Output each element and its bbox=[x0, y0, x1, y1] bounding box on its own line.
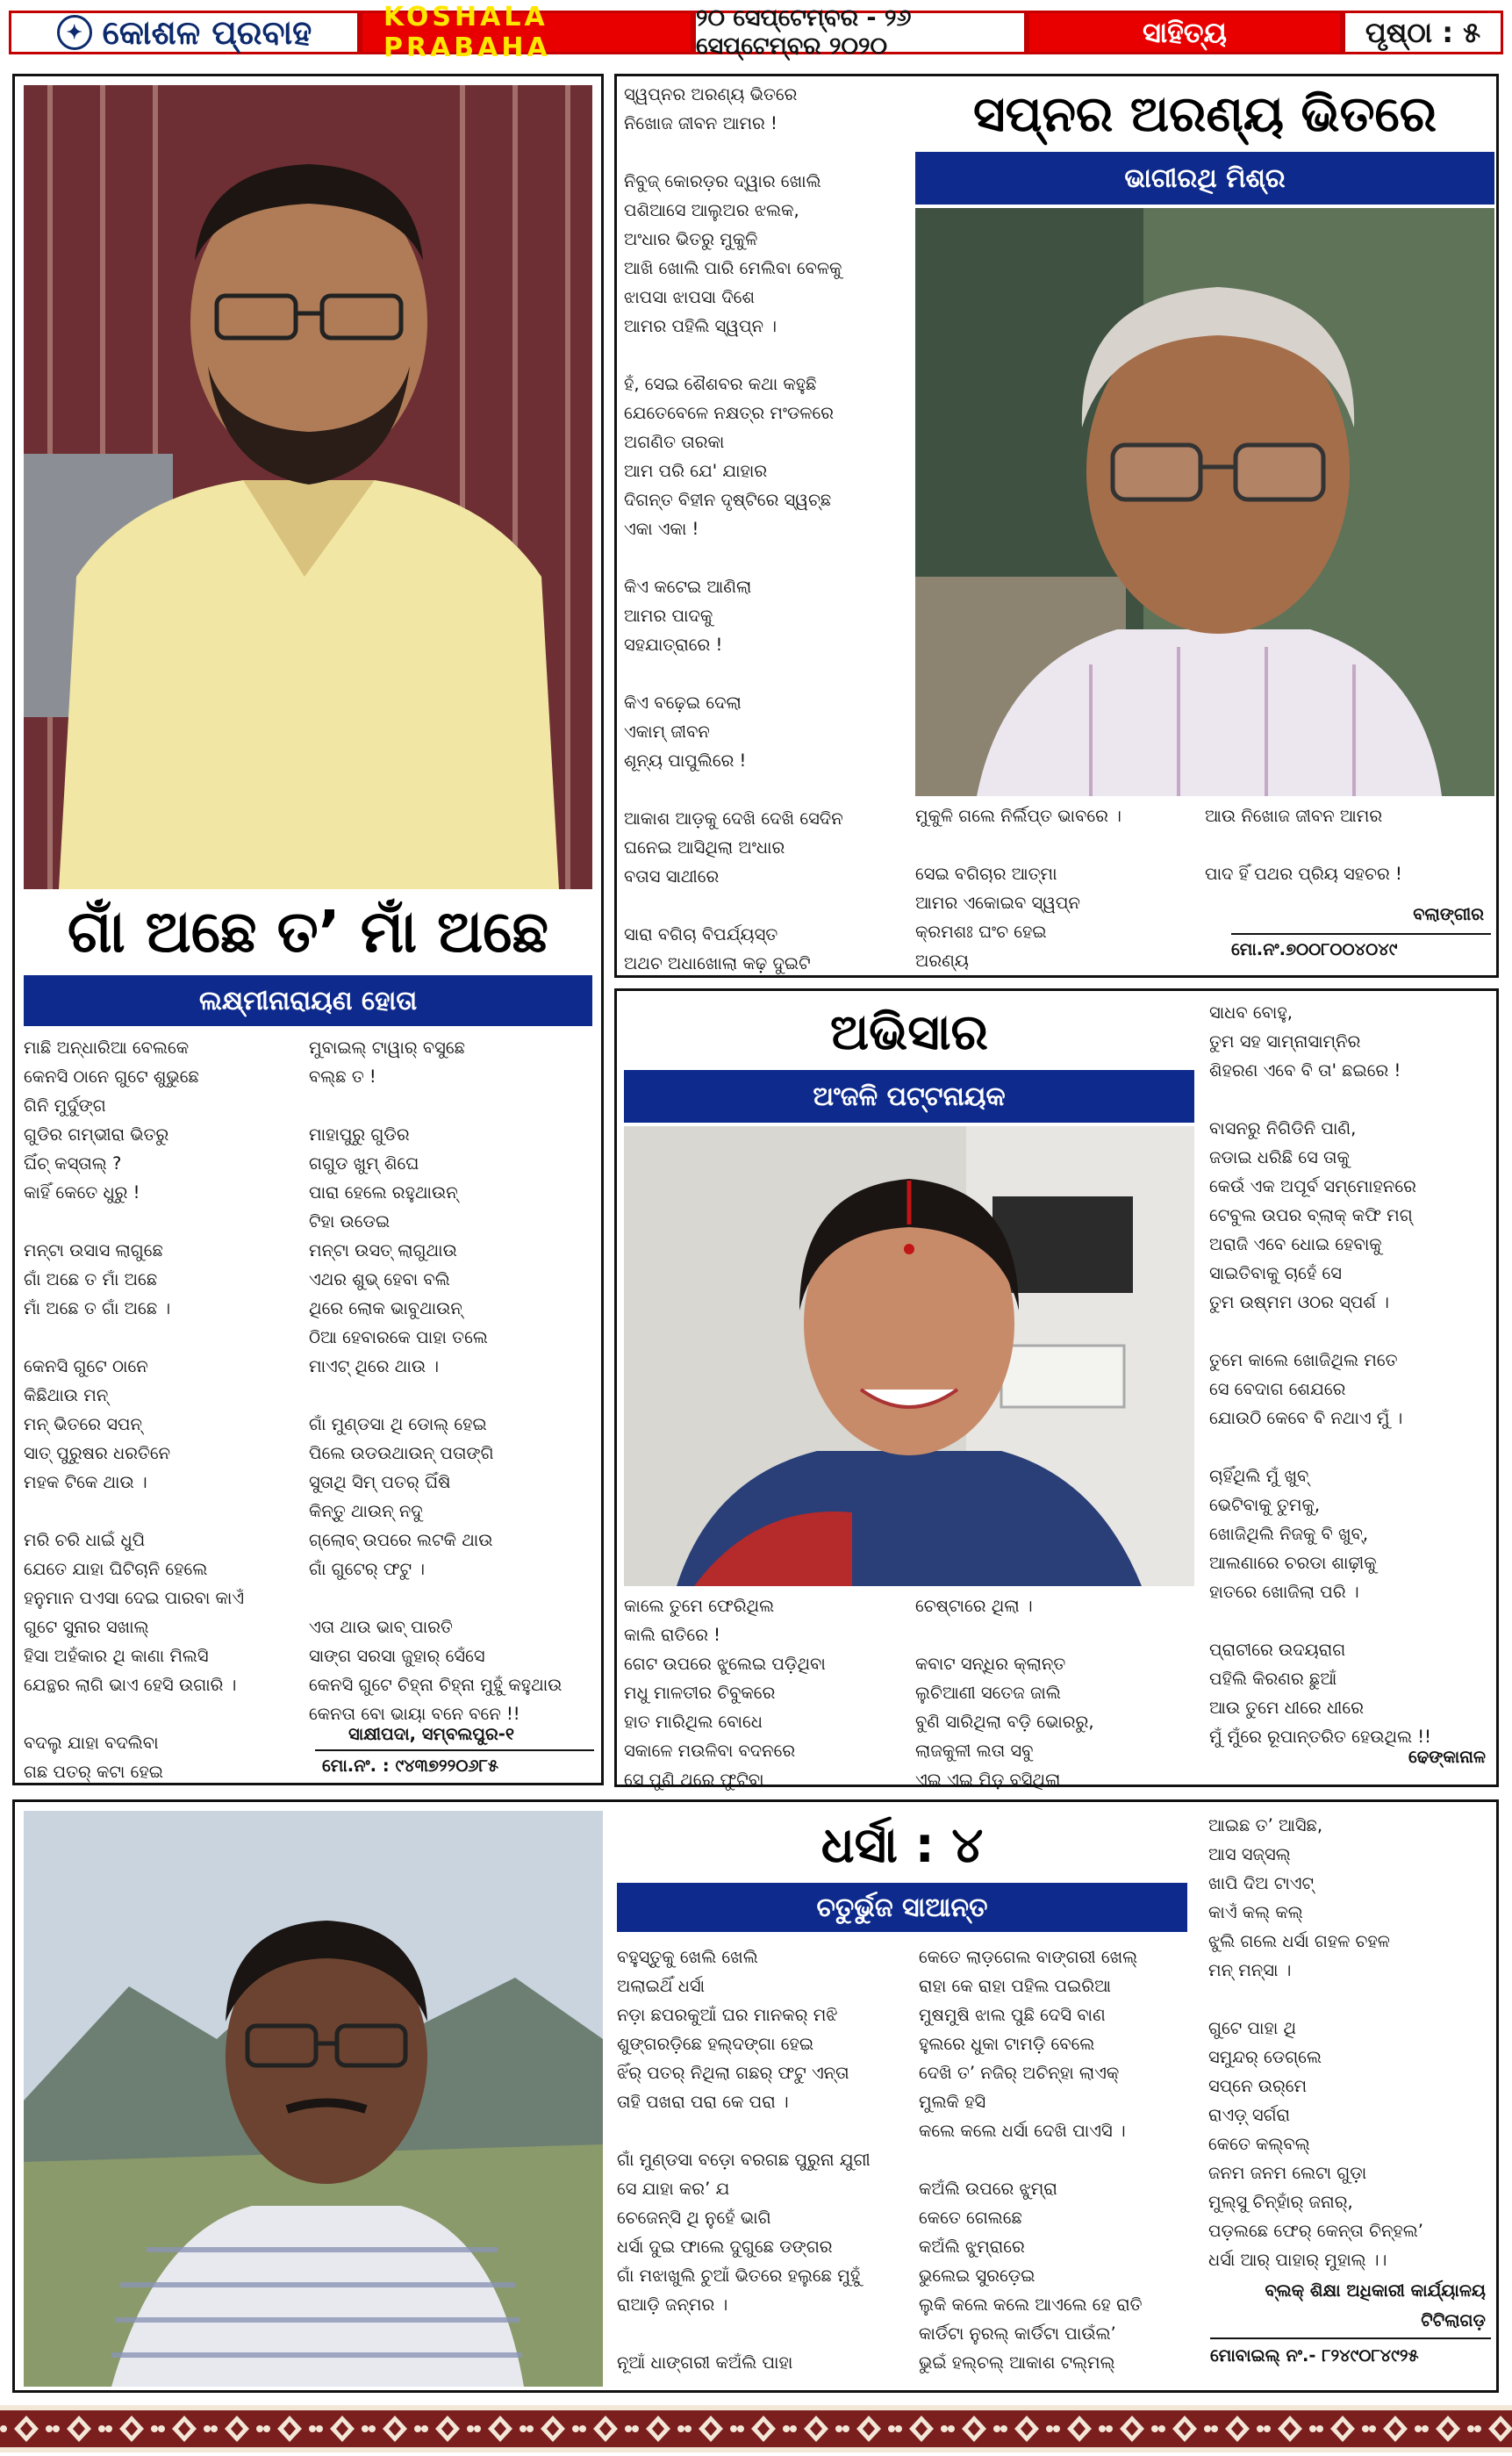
poem4-author-banner: ଚତୁର୍ଭୁଜ ସାଆନ୍ତ bbox=[617, 1883, 1187, 1932]
poem4-column-1: ବହୁସ୍ତୁକୁ ଖେଲି ଖେଲି ଅଲାଇଥିଁ ଧର୍ସା ନଡ଼ା ଛପରକୁଆଁ ଘର ମାନକର୍ ମଝି ଶୁଙ୍ଗରଡ଼ିଛେ ହଲ୍ଦଙ୍ଗା ହେଇ ଝିଁର୍ ପତର୍ ନିଥିଲା ଗଛର୍ ଫଟୁ ଏନ୍ତା ତାହି ପଖରା ପରା କେ ପରା । ଗାଁ ମୁଣ୍ଡସା ବଡ଼ୋ ବରଗଛ ପୁରୁନା ଯୁଗୀ ସେ ଯାହା କର’ ଯ ଚେଜେନ୍ସି ଥି ନୁହେଁ ଭାଗି ଧର୍ସା ଦୁଇ ଫାଲେ ଦୁଗୁଛେ ଡଙ୍ଗର ଗାଁ ମଝାଖୁଲି ଚୁଆଁ ଭିତରେ ହଲୁଛେ ମୁହୁଁ ରାଆଡ଼ି ଜନ୍ମର । ନୂଆଁ ଧାଙ୍ଗରୀ କଅଁଲି ପାହା bbox=[617, 1947, 871, 2373]
poem2-column-1: ସ୍ୱପ୍ନର ଅରଣ୍ୟ ଭିତରେ ନିଖୋଜ ଜୀବନ ଆମର ! ନିବୁଜ୍ କୋରଡ଼ର ଦ୍ୱାର ଖୋଲି ପଶିଆସେ ଆଲୁଅର ଝଲକ, ଅଂଧାର ଭିତରୁ ମୁକୁଳି ଆଖି ଖୋଲି ପାରି ମେଲିବା ବେଳକୁ ଝାପସା ଝାପସା ଦିଶେ ଆମର ପହିଲି ସ୍ୱପ୍ନ । ହଁ, ସେଇ ଶୈଶବର କଥା କହୁଛି ଯେତେବେଳେ ନକ୍ଷତ୍ର ମଂଡଳରେ ଅଗଣିତ ତାରକା ଆମ ପରି ଯେ' ଯାହାର ଦିଗନ୍ତ ବିହୀନ ଦୃଷ୍ଟିରେ ସ୍ୱଚ୍ଛ ଏକା ଏକା ! କିଏ କଟେଇ ଆଣିଲା ଆମର ପାଦକୁ ସହଯାତ୍ରାରେ ! କିଏ ବଢ଼େଇ ଦେଲା ଏକାମ୍ ଜୀବନ ଶୂନ୍ୟ ପାପୁଲିରେ ! ଆକାଶ ଆଡ଼କୁ ଦେଖି ଦେଖି ସେଦିନ ଘନେଇ ଆସିଥିଲା ଅଂଧାର ବତାସ ସାଥୀରେ ସାରା ବଗିଚା ବିପର୍ଯ୍ୟସ୍ତ ଅଥଚ ଅଧାଖୋଲା କଢ଼ ଦୁଇଟି bbox=[624, 84, 843, 973]
page-number: ପୃଷ୍ଠା : ୫ bbox=[1343, 11, 1503, 54]
poem3-author-banner: ଅଂଜଳି ପଟ୍ଟନାୟକ bbox=[624, 1070, 1194, 1123]
poem2-author-photo bbox=[915, 208, 1494, 796]
poem1-author-photo bbox=[24, 85, 592, 889]
issue-date-range: ୨୦ ସେପ୍ଟେମ୍ବର - ୨୬ ସେପ୍ଟେମ୍ବର ୨୦୨୦ bbox=[693, 11, 1027, 54]
poem2-column-2: ମୁକୁଳି ଗଲେ ନିର୍ଲିପ୍ତ ଭାବରେ । ସେଇ ବଗିଚାର ଆତ୍ମା ଆମର ଏକୋଇବ ସ୍ୱପ୍ନ କ୍ରମଶଃ ଘଂଚ ହେଇ ଅରଣ୍ୟ bbox=[915, 806, 1121, 971]
poem3-column-2: ଚେଷ୍ଟାରେ ଥିଲା । କବାଟ ସନ୍ଧିର କ୍ଲାନ୍ତ ଲୁଚିଆଣୀ ସତେଜ ଜାଲି ବୁଣି ସାରିଥିଲା ବଡ଼ି ଭୋରରୁ, ଲାଜକୁଳୀ ଲତା ସବୁ ଏଇ ଏଇ ମିଡ଼ ବସିଥିଲା bbox=[915, 1596, 1094, 1790]
newspaper-logo bbox=[9, 11, 360, 54]
decorative-border bbox=[0, 2405, 1512, 2452]
logo-text: କୋଶଳ ପ୍ରବାହ bbox=[102, 12, 312, 52]
poem4-column-2: କେତେ ଲାଡ଼ଗେଲ ବାଙ୍ଗରୀ ଖେଲ୍ ରାହା କେ ରାହା ପହିଲ ପଇରିଆ ମୁଷମୁଷି ଝାଲ ପୁଛି ଦେସି ବାଣ ହୁଲରେ ଧୁକା ଟାମଡ଼ି ବେଲେ ଦେଖି ତ’ ନଜିର୍ ଅଚିନ୍ହା ଲାଏକ୍ ମୁଲକି ହସି କଲେ କଲେ ଧର୍ସା ଦେଖି ପାଏସି । କଅଁଲି ଉପରେ ଝୁମ୍ରା କେତେ ଗେଲଛେ କଅଁଲି ଝୁମ୍ରାରେ ଭୁଲେଇ ସୁରଡ଼େଇ ଲୁକି କଲେ କଲେ ଆଏଲେ ହେ ରାତି କାର୍ଡିଟା ନୁରଲ୍ କାର୍ଡିଟା ପାଉଁଲ’ ଭୁଇଁ ହଲ୍‌ଚଲ୍ ଆକାଶ ଟଲ୍‌ମଲ୍ bbox=[919, 1947, 1143, 2373]
poem1-column-2: ମୁବାଇଲ୍ ଟାୱାର୍ ବସୁଛେ ବଲ୍ଛ ତ ! ମାହାପୁରୁ ଗୁଡିର ଗଗୁଡ ଖୁମ୍ ଶିଘେ ପାରା ହେଲେ ରହୁଥାଉନ୍ ଟିହା ଉଡେଇ ମନ୍ଟା ଉସତ୍ ଲାଗୁଥାଉ ଏଥର ଶୁଭ୍ ହେବା ବଲି ଥିରେ ଲୋକ ଭାବୁଥାଉନ୍ ଠିଆ ହେବାରକେ ପାହା ତଲେ ମାଏଟ୍ ଥିରେ ଥାଉ । ଗାଁ ମୁଣ୍ଡସା ଥି ଡୋଲ୍ ହେଇ ପିଲେ ଉଡଉଥାଉନ୍ ପତାଙ୍ଗି ସୁତାଥି ସିମ୍ ପତର୍ ଘିଁଷି କିନ୍ତୁ ଥାଉନ୍ ନଦୁ ଗ୍ଲୋବ୍ ଉପରେ ଲଟକି ଥାଉ ଗାଁ ଗୁଟେର୍ ଫଟୁ । ଏତା ଥାଉ ଭାବ୍ ପାରତି ସାଙ୍ଗ ସରସା ଜୁହାର୍ ସେଁସେ କେନସି ଗୁଟେ ଚିହ୍ନା ଚିହ୍ନା ମୁହୁଁ କହୁଥାଉ କେନତା ବୋ ଭାୟା ବନେ ବନେ !! bbox=[309, 1038, 563, 1724]
paper-name: KOSHALA PRABAHA bbox=[360, 11, 693, 54]
portrait-man-hills bbox=[24, 1811, 603, 2387]
poem1-column-1: ମାଛି ଅନ୍ଧାରିଆ ବେଲକେ କେନସି ଠାନେ ଗୁଟେ ଶୁଭୁଛେ ଗିନି ମୁର୍ଦୁଙ୍ଗ ଗୁଡିର ଗମ୍ଭୀରା ଭିତରୁ ଘିଁଚ୍ କସ୍ତାଲ୍ ? କାହିଁ କେତେ ଧୁରୁ ! ମନ୍ଟା ଉସାସ ଲାଗୁଛେ ଗାଁ ଅଛେ ତ ମାଁ ଅଛେ ମାଁ ଅଛେ ତ ଗାଁ ଅଛେ । କେନସି ଗୁଟେ ଠାନେ କିଛିଥାଉ ମନ୍ ମନ୍ ଭିତରେ ସପନ୍ ସାତ୍ ପୁରୁଷର ଧରତିନେ ମହକ ଟିକେ ଥାଉ । ମରି ଚରି ଧାଇଁ ଧୁପି ଯେତେ ଯାହା ଘିଟିଚାନି ହେଲେ ହନୁମାନ ପଏସା ଦେଇ ପାରବା କାଏଁ ଗୁଟେ ସୁନାର ସଖାଲ୍ ହିସା ଅହଁକାର ଥି କାଣା ମିଲସି ଯେନ୍ଥର ଲାଗି ଭାଏ ହେସି ଉଗାରି । ବଦଲୁ ଯାହା ବଦଲିବା ଗଛ ପତର୍ କଟା ହେଇ bbox=[24, 1038, 245, 1782]
poem4-author-photo bbox=[24, 1811, 603, 2387]
poem3-place: ଢେଙ୍କାନାଳ bbox=[1408, 1747, 1486, 1767]
portrait-man-yellow-shirt bbox=[24, 85, 592, 889]
ikat-pattern-icon bbox=[0, 2405, 1512, 2452]
poem2-place: ବଲାଙ୍ଗୀର bbox=[1413, 904, 1484, 924]
poem2-article bbox=[614, 74, 1499, 978]
poem1-article bbox=[12, 74, 604, 1785]
poem1-address: ସାକ୍ଷୀପଦା, ସମ୍ବଲପୁର-୧ bbox=[348, 1724, 514, 1744]
poem4-phone: ମୋବାଇଲ୍ ନଂ.- ୮୨୪୯୦୮୪୯୨୫ bbox=[1210, 2345, 1419, 2366]
poem4-column-3: ଆଇଛ ତ’ ଆସିଛ, ଆସ ସଜ୍‌ସଲ୍ ଖାପି ଦିଅ ଟାଏଟ୍ କାଏଁ କଲ୍ କଲ୍ ଝୁଲି ଗଲେ ଧର୍ସା ଗହଳ ଚହଳ ମନ୍ ମନ୍‌ସା । ଗୁଟେ ପାହା ଥି ସମୁନ୍ଦର୍ ଡେଗ୍‌ଲେ ସପ୍‌ନେ ଉର୍‌ମେ ରାଏଡ଼୍ ସର୍ଗରା କେତେ କଲ୍‌ବଲ୍ ଜନମ ଜନମ ଲେଟା ଗୁଡ଼ା ମୁଲ୍‌ସୁ ଚିନ୍‌ହାଁର୍ ଜନାର୍, ପଡ଼ଲଛେ ଫେର୍ କେନ୍ତା ଚିନ୍ହଲ’ ଧର୍ସା ଆର୍ ପାହାର୍ ମୁହାଲ୍ ।। bbox=[1208, 1815, 1423, 2270]
poem3-author-photo bbox=[624, 1126, 1194, 1586]
masthead bbox=[0, 0, 1512, 61]
section-label: ସାହିତ୍ୟ bbox=[1027, 11, 1343, 54]
poem3-article bbox=[614, 988, 1499, 1790]
poem4-place: ଟିଟିଲାଗଡ଼ bbox=[1421, 2310, 1486, 2330]
poem2-phone: ମୋ.ନଂ.୭୦୦୮୦୦୪୦୪୯ bbox=[1231, 939, 1398, 959]
poem4-title: ଧର୍ସା : ୪ bbox=[820, 1817, 984, 1874]
portrait-elderly-man bbox=[915, 208, 1494, 796]
poem4-office: ବ୍ଲକ୍ ଶିକ୍ଷା ଅଧିକାରୀ କାର୍ଯ୍ୟାଳୟ bbox=[1265, 2280, 1486, 2301]
logo-seal-icon: ✦ bbox=[57, 15, 92, 50]
portrait-woman-saree bbox=[624, 1126, 1194, 1586]
poem2-author-banner: ଭାଗୀରଥି ମିଶ୍ର bbox=[915, 152, 1494, 205]
poem3-title: ଅଭିସାର bbox=[830, 1004, 988, 1061]
poem1-author-banner: ଲକ୍ଷ୍ମୀନାରାୟଣ ହୋତା bbox=[24, 975, 592, 1026]
poem3-column-3: ସାଧବ ବୋହୁ, ତୁମ ସହ ସାମ୍ନାସାମ୍ନିର ଶିହରଣ ଏବେ ବି ତା' ଛଇରେ ! ବାସନରୁ ନିଗିଡିନି ପାଣି, ଜଡାଇ ଧରିଛି ସେ ତାକୁ କେଉଁ ଏକ ଅପୂର୍ବ ସମ୍ମୋହନରେ ଟେବୁଲ ଉପର ବ୍ଲାକ୍ କଫି ମଗ୍ ଅରାଜି ଏବେ ଧୋଇ ହେବାକୁ ସାଇତିବାକୁ ଚାହେଁ ସେ ତୁମ ଉଷ୍ମମ ଓଠର ସ୍ପର୍ଶ । ତୁମେ କାଲେ ଖୋଜିଥିଲ ମତେ ସେ ବେଦାଗ ଶେଯରେ ଯୋଉଠି କେବେ ବି ନଥାଏ ମୁଁ । ଚାହିଁଥିଲି ମୁଁ ଖୁବ୍ ଭେଟିବାକୁ ତୁମକୁ, ଖୋଜିଥିଲି ନିଜକୁ ବି ଖୁବ୍, ଆଲଣାରେ ଚରଡା ଶାଢ଼ୀକୁ ହାତରେ ଖୋଜିଲା ପରି । ପ୍ରାଚୀରେ ଉଦୟରାଗ ପହିଲି କିରଣର ଛୁଆଁ ଆଉ ତୁମେ ଧୀରେ ଧୀରେ ମୁଁ ମୁଁରେ ରୂପାନ୍ତରିତ ହେଉଥିଲ !! bbox=[1209, 1002, 1431, 1747]
poem3-column-1: କାଲେ ତୁମେ ଫେରିଥିଲ କାଲି ରାତିରେ ! ଗେଟ ଉପରେ ଝୁଲେଇ ପଡ଼ିଥିବା ମଧୁ ମାଳତୀର ଚିବୁକରେ ହାତ ମାରିଥିଲ ବୋଧେ ସକାଳେ ମଉଳିବା ବଦନରେ ସେ ପୁଣି ଥରେ ଫୁଟିବା bbox=[624, 1596, 826, 1790]
poem4-article bbox=[12, 1799, 1499, 2393]
poem1-title: ଗାଁ ଅଛେ ତ’ ମାଁ ଅଛେ bbox=[67, 898, 549, 966]
poem2-column-3: ଆଉ ନିଖୋଜ ଜୀବନ ଆମର ପାଦ ହିଁ ପଥର ପ୍ରିୟ ସହଚର ! bbox=[1205, 806, 1402, 884]
poem2-title: ସପ୍ନର ଅରଣ୍ୟ ଭିତରେ bbox=[972, 86, 1437, 143]
poem1-phone: ମୋ.ନଂ. : ୯୪୩୭୨୨୦୬୮୫ bbox=[322, 1756, 499, 1776]
